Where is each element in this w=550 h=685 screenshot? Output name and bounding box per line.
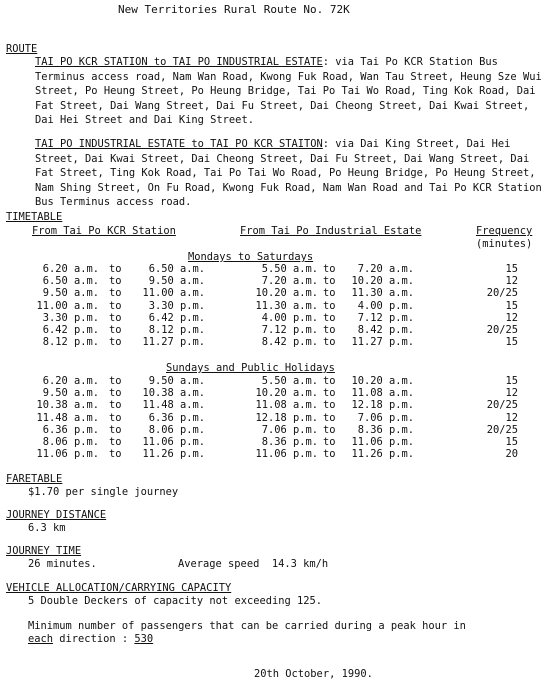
e-to-cell: 12.18 p.m. xyxy=(351,399,414,412)
e-to-cell: 8.42 p.m. xyxy=(357,324,414,336)
document-date: 20th October, 1990. xyxy=(254,668,373,680)
holidays-label: Sundays and Public Holidays xyxy=(166,362,335,374)
s-to-cell: 6.36 p.m. xyxy=(148,411,205,424)
e-to-cell: 4.00 p.m. xyxy=(357,299,414,312)
s-to-cell: 9.50 a.m. xyxy=(148,375,205,387)
route-dir1-text: : via Tai Po KCR Station Bus Terminus access road, Nam Wan Road, Kwong Fuk Road, Wan Tau Street, Heung Sze Wui Street, Po Heung Street, Po Heung Bridge, Tai Po Tai Wo Road, Ting Kok Road, Dai Fat Street, Dai Wang Street, Dai Fu Street, Dai Cheong Street, Dai Kwai Street, Dai Hei Street and Dai King Street. xyxy=(35,56,542,126)
freq-cell: 15 xyxy=(505,436,518,448)
weekdays-label: Mondays to Saturdays xyxy=(188,251,314,263)
e-from-cell: 11.06 p.m. xyxy=(255,448,318,461)
e-to-cell: 7.12 p.m. xyxy=(357,311,414,324)
s-to-cell: 10.38 a.m. xyxy=(142,387,205,400)
freq-cell: 12 xyxy=(505,311,518,324)
e-to-cell: 7.20 a.m. xyxy=(357,263,414,275)
e-from-cell: 11.08 a.m. xyxy=(255,399,318,412)
freq-cell: 20 xyxy=(505,448,518,461)
e-from-cell: 8.36 p.m. xyxy=(261,436,318,448)
peak-line-2 xyxy=(28,634,153,644)
e-from-cell: 5.50 a.m. xyxy=(261,263,318,275)
e-from-cell: 10.20 a.m. xyxy=(255,287,318,300)
weekday-row xyxy=(0,337,550,350)
s-from-cell: 3.30 p.m. xyxy=(42,311,99,324)
e-to-cell: 11.06 p.m. xyxy=(351,436,414,448)
freq-cell: 15 xyxy=(505,375,518,387)
distance-heading: JOURNEY DISTANCE xyxy=(6,509,107,521)
route-dir1-lead: TAI PO KCR STATION to TAI PO INDUSTRIAL ESTATE xyxy=(35,56,323,68)
s-from-cell: 11.06 p.m. xyxy=(36,448,99,461)
holiday-row xyxy=(0,449,550,462)
to-separator: to xyxy=(323,448,336,461)
freq-cell: 20/25 xyxy=(486,399,518,412)
route-dir2-text: : via Dai King Street, Dai Hei Street, Dai Kwai Street, Dai Cheong Street, Dai Fu Street, Dai Wang Street, Dai Fat Street, Ting Kok Road, Tai Po Tai Wo Road, Po Heung Bridge, Po Heung Street, Nam Shing Street, On Fu Road, Kwong Fuk Road, Nam Wan Road and Tai Po KCR Station Bus Terminus access road. xyxy=(35,138,542,208)
to-separator: to xyxy=(323,336,336,349)
to-separator: to xyxy=(109,375,122,387)
route-dir2-paragraph xyxy=(35,137,545,210)
to-separator: to xyxy=(323,387,336,400)
s-from-cell: 11.48 a.m. xyxy=(36,411,99,424)
average-speed: Average speed 14.3 km/h xyxy=(178,558,329,570)
peak-value: 530 xyxy=(134,633,154,645)
to-separator: to xyxy=(109,448,122,461)
peak-each: each xyxy=(28,633,54,645)
col-from-station: From Tai Po KCR Station xyxy=(32,225,176,237)
to-separator: to xyxy=(109,399,122,412)
e-from-cell: 5.50 a.m. xyxy=(261,375,318,387)
e-to-cell: 10.20 a.m. xyxy=(351,375,414,387)
to-separator: to xyxy=(323,275,336,288)
s-to-cell: 6.50 a.m. xyxy=(148,263,205,275)
route-dir2-lead: TAI PO INDUSTRIAL ESTATE to TAI PO KCR STAITON xyxy=(35,138,323,150)
to-separator: to xyxy=(323,263,336,275)
page-title: New Territories Rural Route No. 72K xyxy=(118,3,350,16)
s-to-cell: 11.06 p.m. xyxy=(142,436,205,448)
freq-cell: 20/25 xyxy=(486,423,518,436)
freq-cell: 20/25 xyxy=(486,324,518,336)
e-from-cell: 7.20 a.m. xyxy=(261,275,318,288)
to-separator: to xyxy=(323,436,336,448)
journey-time-heading: JOURNEY TIME xyxy=(6,545,82,557)
s-from-cell: 6.42 p.m. xyxy=(42,324,99,336)
vehicle-heading: VEHICLE ALLOCATION/CARRYING CAPACITY xyxy=(6,582,232,594)
s-to-cell: 11.27 p.m. xyxy=(142,336,205,349)
to-separator: to xyxy=(323,399,336,412)
journey-minutes: 26 minutes. xyxy=(28,558,97,570)
to-separator: to xyxy=(109,324,122,336)
timetable-heading: TIMETABLE xyxy=(6,211,63,223)
freq-cell: 15 xyxy=(505,299,518,312)
route-heading: ROUTE xyxy=(6,43,38,55)
col-frequency: Frequency xyxy=(476,225,533,237)
e-from-cell: 4.00 p.m. xyxy=(261,311,318,324)
s-from-cell: 9.50 a.m. xyxy=(42,387,99,400)
faretable-heading: FARETABLE xyxy=(6,473,63,485)
to-separator: to xyxy=(323,299,336,312)
fare-text: $1.70 per single journey xyxy=(28,486,179,498)
e-from-cell: 7.06 p.m. xyxy=(261,423,318,436)
col-from-estate: From Tai Po Industrial Estate xyxy=(240,225,422,237)
to-separator: to xyxy=(109,411,122,424)
freq-cell: 15 xyxy=(505,263,518,275)
to-separator: to xyxy=(109,287,122,300)
s-to-cell: 9.50 a.m. xyxy=(148,275,205,288)
e-from-cell: 7.12 p.m. xyxy=(261,324,318,336)
s-from-cell: 6.20 a.m. xyxy=(42,263,99,275)
col-frequency-unit: (minutes) xyxy=(476,238,533,250)
e-to-cell: 11.08 a.m. xyxy=(351,387,414,400)
freq-cell: 20/25 xyxy=(486,287,518,300)
s-from-cell: 6.50 a.m. xyxy=(42,275,99,288)
e-from-cell: 12.18 p.m. xyxy=(255,411,318,424)
to-separator: to xyxy=(109,275,122,288)
to-separator: to xyxy=(109,423,122,436)
s-from-cell: 11.00 a.m. xyxy=(36,299,99,312)
e-to-cell: 11.26 p.m. xyxy=(351,448,414,461)
to-separator: to xyxy=(323,311,336,324)
distance-text: 6.3 km xyxy=(28,522,66,534)
e-to-cell: 7.06 p.m. xyxy=(357,411,414,424)
e-to-cell: 11.30 a.m. xyxy=(351,287,414,300)
to-separator: to xyxy=(323,423,336,436)
to-separator: to xyxy=(109,263,122,275)
s-from-cell: 8.06 p.m. xyxy=(42,436,99,448)
to-separator: to xyxy=(109,387,122,400)
to-separator: to xyxy=(323,411,336,424)
s-from-cell: 9.50 a.m. xyxy=(42,287,99,300)
s-to-cell: 6.42 p.m. xyxy=(148,311,205,324)
e-from-cell: 10.20 a.m. xyxy=(255,387,318,400)
to-separator: to xyxy=(109,436,122,448)
freq-cell: 12 xyxy=(505,275,518,288)
s-to-cell: 8.06 p.m. xyxy=(148,423,205,436)
peak-mid: direction : xyxy=(53,633,135,645)
e-from-cell: 8.42 p.m. xyxy=(261,336,318,349)
s-to-cell: 3.30 p.m. xyxy=(148,299,205,312)
to-separator: to xyxy=(109,299,122,312)
to-separator: to xyxy=(323,375,336,387)
peak-line-1: Minimum number of passengers that can be carried during a peak hour in xyxy=(28,620,466,632)
s-from-cell: 6.36 p.m. xyxy=(42,423,99,436)
to-separator: to xyxy=(109,336,122,349)
freq-cell: 15 xyxy=(505,336,518,349)
vehicle-text: 5 Double Deckers of capacity not exceeding 125. xyxy=(28,595,323,607)
s-to-cell: 8.12 p.m. xyxy=(148,324,205,336)
e-to-cell: 10.20 a.m. xyxy=(351,275,414,288)
s-from-cell: 8.12 p.m. xyxy=(42,336,99,349)
s-to-cell: 11.26 p.m. xyxy=(142,448,205,461)
s-from-cell: 10.38 a.m. xyxy=(36,399,99,412)
s-from-cell: 6.20 a.m. xyxy=(42,375,99,387)
e-to-cell: 8.36 p.m. xyxy=(357,423,414,436)
route-dir1-paragraph xyxy=(35,55,545,128)
e-from-cell: 11.30 a.m. xyxy=(255,299,318,312)
freq-cell: 12 xyxy=(505,411,518,424)
s-to-cell: 11.00 a.m. xyxy=(142,287,205,300)
freq-cell: 12 xyxy=(505,387,518,400)
e-to-cell: 11.27 p.m. xyxy=(351,336,414,349)
to-separator: to xyxy=(109,311,122,324)
s-to-cell: 11.48 a.m. xyxy=(142,399,205,412)
to-separator: to xyxy=(323,324,336,336)
to-separator: to xyxy=(323,287,336,300)
